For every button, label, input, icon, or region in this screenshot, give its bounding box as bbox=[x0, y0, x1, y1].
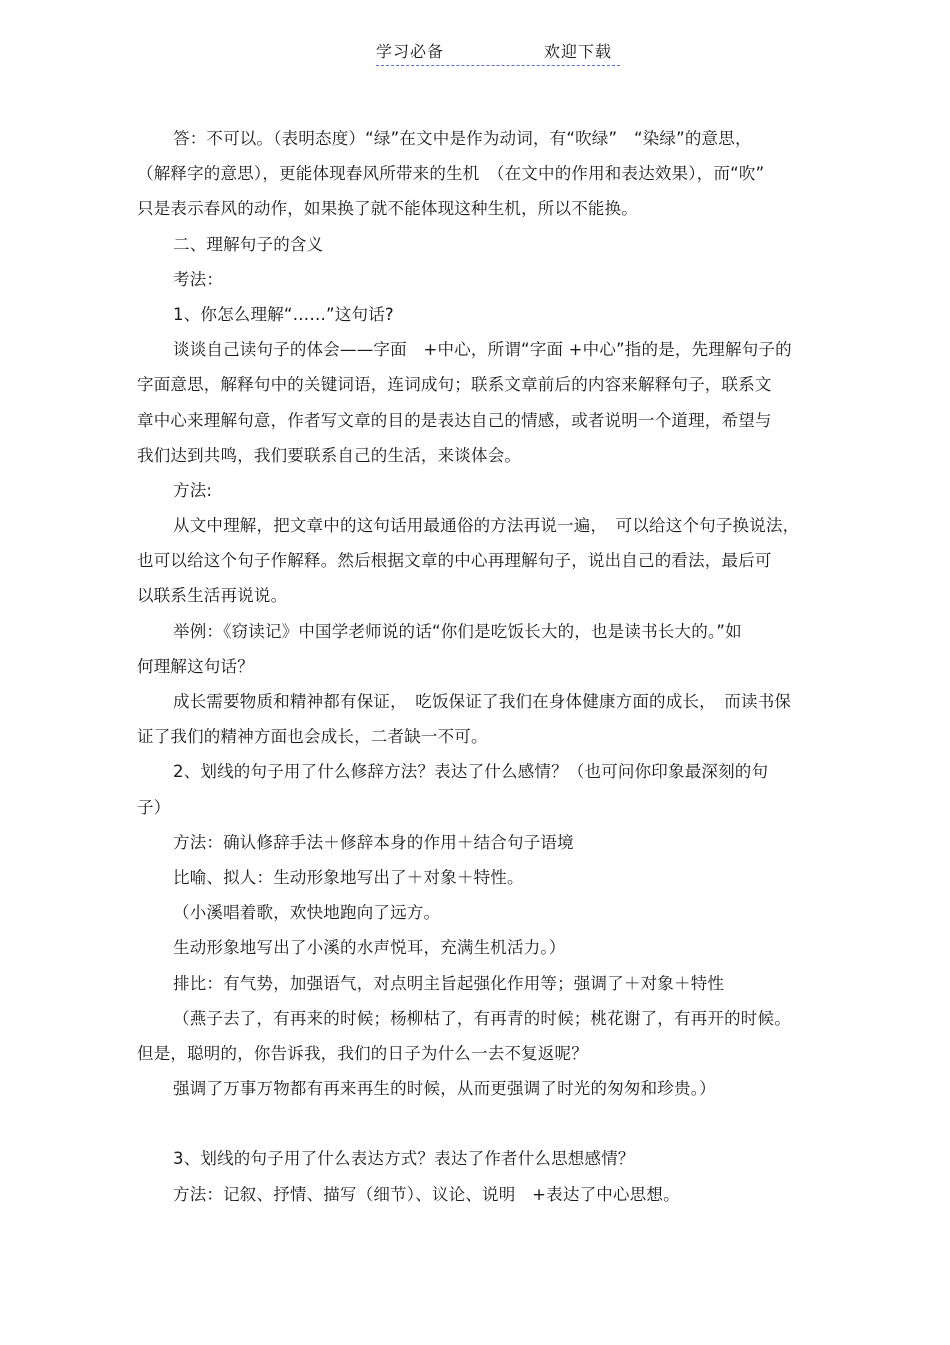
header-right-text: 欢迎下载 bbox=[544, 42, 613, 61]
paragraph-line: 我们达到共鸣，我们要联系自己的生活，来谈体会。 bbox=[137, 445, 522, 465]
blank-line bbox=[137, 1106, 859, 1141]
header-left-text: 学习必备 bbox=[376, 42, 445, 61]
example-line: （小溪唱着歌，欢快地跑向了远方。 bbox=[173, 903, 441, 923]
question-heading: 2、划线的句子用了什么修辞方法？表达了什么感情？（也可问你印象最深刻的句 bbox=[173, 762, 769, 782]
paragraph-line: 也可以给这个句子作解释。然后根据文章的中心再理解句子，说出自己的看法，最后可 bbox=[137, 551, 772, 571]
paragraph-line: 排比：有气势，加强语气，对点明主旨起强化作用等；强调了＋对象＋特性 bbox=[173, 973, 725, 993]
paragraph-line: 比喻、拟人：生动形象地写出了＋对象＋特性。 bbox=[173, 867, 524, 887]
paragraph-line: 子） bbox=[137, 797, 171, 817]
paragraph-line: 谈谈自己读句子的体会——字面 +中心，所谓“字面 +中心”指的是，先理解句子的 bbox=[173, 340, 792, 360]
paragraph-line: 方法：确认修辞手法＋修辞本身的作用＋结合句子语境 bbox=[173, 832, 574, 852]
example-line: 生动形象地写出了小溪的水声悦耳，充满生机活力。） bbox=[173, 938, 566, 958]
paragraph-line: 举例：《窃读记》中国学老师说的话“你们是吃饭长大的，也是读书长大的。”如 bbox=[173, 621, 742, 641]
paragraph-line: 方法：记叙、抒情、描写（细节）、议论、说明 +表达了中心思想。 bbox=[173, 1184, 680, 1204]
document-body bbox=[137, 121, 859, 1212]
paragraph-line: （解释字的意思），更能体现春风所带来的生机 （在文中的作用和表达效果），而“吹” bbox=[137, 164, 765, 184]
example-line: 但是，聪明的，你告诉我，我们的日子为什么一去不复返呢？ bbox=[137, 1043, 588, 1063]
paragraph-line: 考法： bbox=[173, 269, 224, 289]
question-heading: 1、你怎么理解“……”这句话? bbox=[173, 304, 394, 324]
paragraph-line: 只是表示春风的动作，如果换了就不能体现这种生机，所以不能换。 bbox=[137, 199, 638, 219]
paragraph-line: 方法: bbox=[173, 480, 213, 500]
paragraph-line: 答：不可以。（表明态度）“绿”在文中是作为动词，有“吹绿” “染绿”的意思， bbox=[173, 129, 752, 148]
paragraph-line: 章中心来理解句意，作者写文章的目的是表达自己的情感，或者说明一个道理，希望与 bbox=[137, 410, 772, 430]
paragraph-line: 证了我们的精神方面也会成长，二者缺一不可。 bbox=[137, 727, 488, 747]
example-line: （燕子去了，有再来的时候；杨柳枯了，有再青的时候；桃花谢了，有再开的时候。 bbox=[173, 1008, 791, 1028]
paragraph-line: 成长需要物质和精神都有保证， 吃饭保证了我们在身体健康方面的成长， 而读书保 bbox=[173, 692, 792, 711]
paragraph-line: 何理解这句话？ bbox=[137, 656, 254, 676]
page-header bbox=[376, 41, 620, 66]
paragraph-line: 以联系生活再说说。 bbox=[137, 586, 288, 606]
section-heading: 二、理解句子的含义 bbox=[173, 234, 324, 254]
question-heading: 3、划线的句子用了什么表达方式？表达了作者什么思想感情？ bbox=[173, 1149, 635, 1169]
paragraph-line: 从文中理解，把文章中的这句话用最通俗的方法再说一遍， 可以给这个句子换说法， bbox=[173, 516, 800, 536]
paragraph-line: 字面意思，解释句中的关键词语，连词成句；联系文章前后的内容来解释句子，联系文 bbox=[137, 375, 772, 395]
example-line: 强调了万事万物都有再来再生的时候，从而更强调了时光的匆匆和珍贵。） bbox=[173, 1079, 716, 1099]
